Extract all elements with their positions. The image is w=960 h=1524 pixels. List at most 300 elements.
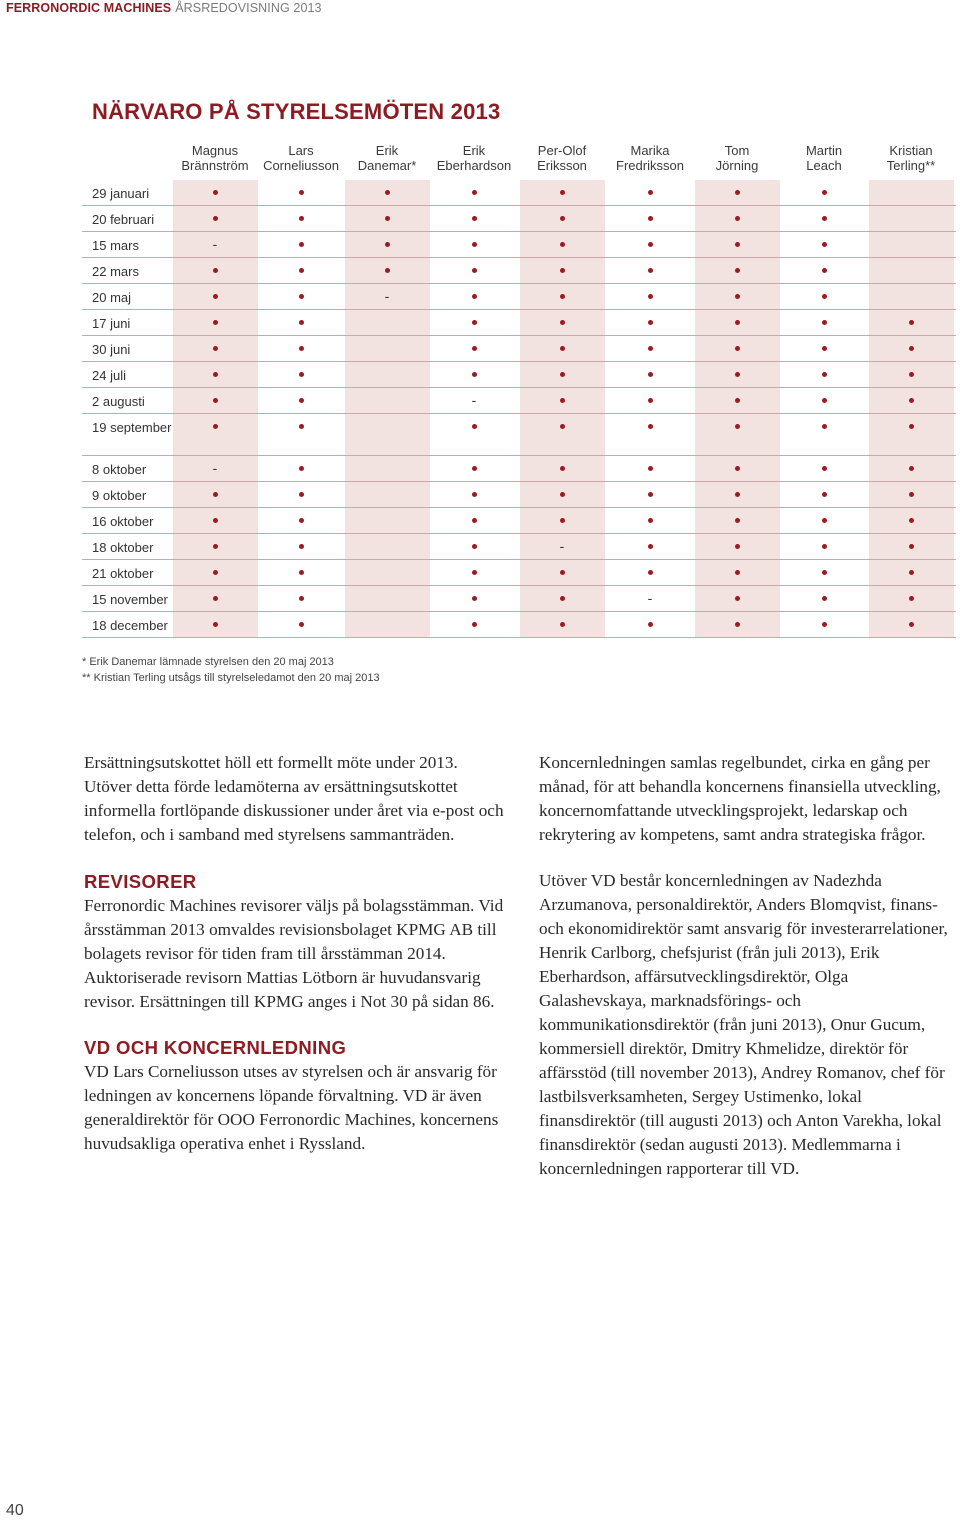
attendance-cell: [520, 336, 605, 361]
attendance-cell: [173, 180, 258, 205]
present-dot-icon: [213, 570, 218, 575]
attendance-cell: [869, 180, 954, 205]
present-dot-icon: [213, 268, 218, 273]
present-dot-icon: [299, 398, 304, 403]
attendance-cell: [432, 362, 517, 387]
attendance-cell: [259, 456, 344, 481]
attendance-cell: [345, 258, 430, 283]
member-header: [165, 143, 265, 173]
attendance-cell: [695, 258, 780, 283]
present-dot-icon: [648, 424, 653, 429]
present-dot-icon: [822, 190, 827, 195]
left-text-column: [84, 751, 504, 1156]
attendance-cell: [432, 508, 517, 533]
present-dot-icon: [299, 320, 304, 325]
attendance-cell: [869, 508, 954, 533]
present-dot-icon: [735, 518, 740, 523]
attendance-cell: [695, 586, 780, 611]
present-dot-icon: [472, 622, 477, 627]
attendance-cell: [173, 456, 258, 481]
attendance-cell: [869, 586, 954, 611]
attendance-cell: [695, 508, 780, 533]
attendance-cell: [259, 336, 344, 361]
member-last-name: Terling**: [886, 158, 936, 173]
attendance-cell: [695, 232, 780, 257]
member-last-name: Fredriksson: [616, 158, 684, 173]
attendance-cell: [432, 310, 517, 335]
member-last-name: Eriksson: [537, 158, 587, 173]
present-dot-icon: [213, 622, 218, 627]
attendance-cell: [173, 586, 258, 611]
attendance-cell: [782, 388, 867, 413]
meeting-date: 15 mars: [92, 238, 139, 253]
right-text-column: [539, 751, 951, 1181]
attendance-cell: [869, 560, 954, 585]
attendance-cell: [345, 232, 430, 257]
section-title: NÄRVARO PÅ STYRELSEMÖTEN 2013: [92, 99, 501, 124]
attendance-cell: [608, 388, 693, 413]
attendance-cell: [695, 336, 780, 361]
attendance-cell: [173, 362, 258, 387]
attendance-cell: [608, 560, 693, 585]
meeting-date: 18 oktober: [92, 540, 154, 555]
attendance-cell: [520, 456, 605, 481]
present-dot-icon: [822, 346, 827, 351]
meeting-date: 19 september: [92, 420, 172, 435]
present-dot-icon: [909, 492, 914, 497]
attendance-row: [82, 336, 956, 362]
attendance-cell: [520, 534, 605, 559]
member-first-name: Tom: [724, 143, 750, 158]
management-meetings-paragraph: Koncernledningen samlas regelbundet, cirka en gång per månad, för att behandla koncernens finansiella utveckling, koncernomfattande utvecklingsprojekt, ledarskap och rekrytering av kompetens, samt andra strategiska frågor.: [539, 753, 941, 844]
present-dot-icon: [472, 518, 477, 523]
member-header: [512, 143, 612, 173]
present-dot-icon: [909, 346, 914, 351]
attendance-row: [82, 258, 956, 284]
present-dot-icon: [909, 320, 914, 325]
attendance-table: [82, 140, 956, 638]
attendance-cell: [345, 336, 430, 361]
attendance-cell: [608, 232, 693, 257]
meeting-date: 18 december: [92, 618, 168, 633]
member-first-name: Kristian: [889, 143, 933, 158]
absent-mark: -: [471, 392, 477, 408]
present-dot-icon: [560, 398, 565, 403]
attendance-cell: [520, 206, 605, 231]
attendance-cell: [520, 232, 605, 257]
present-dot-icon: [213, 424, 218, 429]
attendance-cell: [432, 284, 517, 309]
present-dot-icon: [385, 242, 390, 247]
attendance-cell: [520, 482, 605, 507]
present-dot-icon: [909, 570, 914, 575]
present-dot-icon: [560, 216, 565, 221]
attendance-cell: [173, 508, 258, 533]
present-dot-icon: [909, 466, 914, 471]
present-dot-icon: [822, 268, 827, 273]
attendance-cell: [782, 482, 867, 507]
attendance-cell: [520, 508, 605, 533]
attendance-cell: [695, 534, 780, 559]
attendance-cell: [520, 310, 605, 335]
attendance-cell: [608, 586, 693, 611]
present-dot-icon: [560, 622, 565, 627]
attendance-cell: [695, 284, 780, 309]
present-dot-icon: [648, 372, 653, 377]
present-dot-icon: [822, 216, 827, 221]
attendance-cell: [259, 482, 344, 507]
member-last-name: Brännström: [181, 158, 249, 173]
attendance-row: [82, 232, 956, 258]
attendance-cell: [259, 284, 344, 309]
meeting-date: 22 mars: [92, 264, 139, 279]
present-dot-icon: [213, 294, 218, 299]
attendance-cell: [432, 258, 517, 283]
present-dot-icon: [735, 544, 740, 549]
meeting-date: 17 juni: [92, 316, 131, 331]
present-dot-icon: [735, 346, 740, 351]
present-dot-icon: [213, 398, 218, 403]
attendance-cell: [432, 586, 517, 611]
attendance-header-row: [82, 140, 956, 180]
attendance-cell: [695, 414, 780, 455]
attendance-cell: [345, 560, 430, 585]
present-dot-icon: [560, 492, 565, 497]
attendance-row: [82, 482, 956, 508]
present-dot-icon: [299, 242, 304, 247]
present-dot-icon: [560, 294, 565, 299]
present-dot-icon: [822, 518, 827, 523]
attendance-cell: [608, 612, 693, 637]
attendance-cell: [173, 206, 258, 231]
present-dot-icon: [472, 294, 477, 299]
attendance-cell: [869, 388, 954, 413]
present-dot-icon: [299, 424, 304, 429]
member-last-name: Danemar*: [357, 158, 417, 173]
present-dot-icon: [560, 190, 565, 195]
attendance-cell: [173, 414, 258, 455]
present-dot-icon: [822, 466, 827, 471]
attendance-cell: [695, 482, 780, 507]
present-dot-icon: [648, 518, 653, 523]
page-number: 40: [6, 1502, 24, 1519]
present-dot-icon: [299, 466, 304, 471]
present-dot-icon: [213, 518, 218, 523]
attendance-cell: [345, 284, 430, 309]
attendance-cell: [782, 414, 867, 455]
present-dot-icon: [822, 570, 827, 575]
attendance-cell: [608, 336, 693, 361]
attendance-cell: [695, 180, 780, 205]
member-first-name: Marika: [630, 143, 670, 158]
present-dot-icon: [648, 320, 653, 325]
attendance-cell: [345, 482, 430, 507]
present-dot-icon: [735, 492, 740, 497]
running-head-subtitle: ÅRSREDOVISNING 2013: [175, 1, 322, 15]
absent-mark: -: [212, 460, 218, 476]
attendance-cell: [432, 180, 517, 205]
attendance-cell: [432, 456, 517, 481]
present-dot-icon: [472, 346, 477, 351]
present-dot-icon: [648, 466, 653, 471]
present-dot-icon: [560, 372, 565, 377]
present-dot-icon: [735, 424, 740, 429]
attendance-cell: [695, 310, 780, 335]
attendance-cell: [520, 414, 605, 455]
attendance-cell: [432, 414, 517, 455]
attendance-row: [82, 284, 956, 310]
present-dot-icon: [735, 372, 740, 377]
attendance-cell: [432, 388, 517, 413]
attendance-cell: [782, 612, 867, 637]
attendance-cell: [345, 456, 430, 481]
present-dot-icon: [472, 268, 477, 273]
attendance-cell: [259, 508, 344, 533]
meeting-date: 15 november: [92, 592, 168, 607]
attendance-cell: [782, 362, 867, 387]
attendance-cell: [608, 284, 693, 309]
revisorer-heading: REVISORER: [84, 871, 197, 892]
member-last-name: Corneliusson: [263, 158, 339, 173]
present-dot-icon: [560, 596, 565, 601]
attendance-cell: [869, 232, 954, 257]
meeting-date: 2 augusti: [92, 394, 145, 409]
present-dot-icon: [299, 346, 304, 351]
present-dot-icon: [735, 190, 740, 195]
present-dot-icon: [213, 492, 218, 497]
present-dot-icon: [299, 544, 304, 549]
attendance-cell: [259, 414, 344, 455]
present-dot-icon: [735, 466, 740, 471]
attendance-cell: [695, 206, 780, 231]
attendance-cell: [173, 612, 258, 637]
present-dot-icon: [299, 596, 304, 601]
running-head-brand: FERRONORDIC MACHINES: [6, 1, 172, 15]
attendance-row: [82, 456, 956, 482]
present-dot-icon: [822, 242, 827, 247]
attendance-cell: [782, 206, 867, 231]
attendance-cell: [173, 388, 258, 413]
present-dot-icon: [909, 544, 914, 549]
attendance-cell: [869, 284, 954, 309]
present-dot-icon: [822, 596, 827, 601]
member-last-name: Eberhardson: [436, 158, 512, 173]
member-header: [774, 143, 874, 173]
present-dot-icon: [299, 372, 304, 377]
attendance-cell: [259, 206, 344, 231]
attendance-cell: [695, 560, 780, 585]
present-dot-icon: [472, 596, 477, 601]
present-dot-icon: [385, 216, 390, 221]
present-dot-icon: [472, 570, 477, 575]
running-head: [6, 1, 322, 15]
member-header: [251, 143, 351, 173]
present-dot-icon: [648, 398, 653, 403]
attendance-cell: [259, 310, 344, 335]
present-dot-icon: [299, 268, 304, 273]
present-dot-icon: [213, 346, 218, 351]
present-dot-icon: [472, 492, 477, 497]
attendance-cell: [173, 310, 258, 335]
member-first-name: Per-Olof: [537, 143, 587, 158]
attendance-cell: [173, 560, 258, 585]
present-dot-icon: [560, 268, 565, 273]
attendance-cell: [259, 534, 344, 559]
attendance-cell: [608, 180, 693, 205]
present-dot-icon: [909, 424, 914, 429]
attendance-row: [82, 310, 956, 336]
attendance-cell: [869, 336, 954, 361]
attendance-cell: [782, 180, 867, 205]
attendance-cell: [782, 534, 867, 559]
attendance-cell: [173, 482, 258, 507]
present-dot-icon: [385, 268, 390, 273]
attendance-cell: [782, 232, 867, 257]
attendance-row: [82, 508, 956, 534]
member-first-name: Martin: [805, 143, 843, 158]
present-dot-icon: [822, 424, 827, 429]
footnote-terling: ** Kristian Terling utsågs till styrelseledamot den 20 maj 2013: [82, 672, 380, 684]
attendance-row: [82, 414, 956, 456]
present-dot-icon: [299, 518, 304, 523]
present-dot-icon: [299, 190, 304, 195]
present-dot-icon: [213, 216, 218, 221]
present-dot-icon: [648, 268, 653, 273]
attendance-cell: [608, 456, 693, 481]
attendance-cell: [520, 258, 605, 283]
attendance-cell: [520, 612, 605, 637]
present-dot-icon: [735, 570, 740, 575]
attendance-cell: [520, 180, 605, 205]
present-dot-icon: [822, 398, 827, 403]
attendance-cell: [695, 362, 780, 387]
attendance-cell: [432, 560, 517, 585]
attendance-cell: [173, 534, 258, 559]
attendance-cell: [259, 232, 344, 257]
present-dot-icon: [213, 544, 218, 549]
attendance-cell: [345, 414, 430, 455]
remuneration-committee-paragraph: Ersättningsutskottet höll ett formellt möte under 2013. Utöver detta förde ledamöterna av ersättningsutskottet informella fortlöpande diskussioner under året via e-post och telefon, och i samband med styrelsens sammanträden.: [84, 753, 504, 844]
present-dot-icon: [472, 242, 477, 247]
present-dot-icon: [213, 596, 218, 601]
present-dot-icon: [735, 242, 740, 247]
attendance-footnotes: [82, 654, 380, 686]
present-dot-icon: [648, 190, 653, 195]
management-members-paragraph: Utöver VD består koncernledningen av Nadezhda Arzumanova, personaldirektör, Anders Blomqvist, finans- och ekonomidirektör samt ansvarig för investerarrelationer, Henrik Carlborg, chefsjurist (från juli 2013), Erik Eberhardson, affärsutvecklingsdirektör, Olga Galashevskaya, marknadsförings- och kommunikationsdirektör (från juni 2013), Onur Gucum, kommersiell direktör, Dmitry Khmelidze, direktör för affärsstöd (till november 2013), Andrey Romanov, chef för lastbilsverksamheten, Sergey Ustimenko, lokal finansdirektör (till augusti 2013) och Anton Varekha, lokal finansdirektör (sedan augusti 2013). Medlemmarna i koncernledningen rapporterar till VD.: [539, 871, 948, 1178]
present-dot-icon: [213, 372, 218, 377]
present-dot-icon: [735, 596, 740, 601]
present-dot-icon: [299, 294, 304, 299]
meeting-date: 16 oktober: [92, 514, 154, 529]
present-dot-icon: [299, 492, 304, 497]
footnote-danemar: * Erik Danemar lämnade styrelsen den 20 maj 2013: [82, 656, 334, 668]
present-dot-icon: [735, 216, 740, 221]
member-header: [600, 143, 700, 173]
attendance-cell: [782, 560, 867, 585]
present-dot-icon: [472, 320, 477, 325]
attendance-cell: [608, 534, 693, 559]
present-dot-icon: [648, 544, 653, 549]
present-dot-icon: [472, 466, 477, 471]
present-dot-icon: [735, 294, 740, 299]
absent-mark: -: [384, 288, 390, 304]
attendance-row: [82, 586, 956, 612]
present-dot-icon: [560, 570, 565, 575]
present-dot-icon: [560, 242, 565, 247]
present-dot-icon: [560, 518, 565, 523]
attendance-cell: [432, 534, 517, 559]
attendance-cell: [432, 482, 517, 507]
attendance-cell: [173, 284, 258, 309]
present-dot-icon: [560, 346, 565, 351]
absent-mark: -: [559, 538, 565, 554]
attendance-row: [82, 362, 956, 388]
attendance-cell: [345, 310, 430, 335]
attendance-cell: [608, 482, 693, 507]
member-first-name: Lars: [288, 143, 314, 158]
attendance-cell: [869, 456, 954, 481]
attendance-cell: [608, 414, 693, 455]
present-dot-icon: [560, 424, 565, 429]
attendance-cell: [869, 534, 954, 559]
attendance-cell: [608, 258, 693, 283]
present-dot-icon: [213, 320, 218, 325]
meeting-date: 29 januari: [92, 186, 150, 201]
attendance-cell: [345, 362, 430, 387]
attendance-cell: [695, 388, 780, 413]
meeting-date: 21 oktober: [92, 566, 154, 581]
attendance-cell: [259, 180, 344, 205]
member-header: [687, 143, 787, 173]
present-dot-icon: [648, 492, 653, 497]
absent-mark: -: [212, 236, 218, 252]
attendance-cell: [782, 586, 867, 611]
present-dot-icon: [822, 320, 827, 325]
meeting-date: 8 oktober: [92, 462, 147, 477]
attendance-cell: [869, 612, 954, 637]
member-header: [424, 143, 524, 173]
attendance-cell: [345, 388, 430, 413]
vd-heading: VD OCH KONCERNLEDNING: [84, 1037, 347, 1058]
attendance-cell: [173, 258, 258, 283]
attendance-cell: [173, 336, 258, 361]
present-dot-icon: [648, 216, 653, 221]
present-dot-icon: [299, 570, 304, 575]
attendance-cell: [345, 180, 430, 205]
attendance-cell: [782, 456, 867, 481]
attendance-cell: [608, 508, 693, 533]
present-dot-icon: [648, 294, 653, 299]
member-last-name: Leach: [806, 158, 842, 173]
attendance-cell: [608, 206, 693, 231]
present-dot-icon: [648, 570, 653, 575]
attendance-cell: [432, 336, 517, 361]
present-dot-icon: [648, 622, 653, 627]
vd-paragraph: VD Lars Corneliusson utses av styrelsen och är ansvarig för ledningen av koncernens löpande förvaltning. VD är även generaldirektör för OOO Ferronordic Machines, koncernens huvudsakliga operativa enhet i Ryssland.: [84, 1062, 499, 1153]
present-dot-icon: [735, 398, 740, 403]
attendance-cell: [259, 612, 344, 637]
attendance-cell: [259, 560, 344, 585]
present-dot-icon: [909, 622, 914, 627]
attendance-cell: [869, 206, 954, 231]
attendance-cell: [869, 482, 954, 507]
attendance-cell: [782, 284, 867, 309]
member-header: [337, 143, 437, 173]
attendance-cell: [782, 508, 867, 533]
attendance-cell: [869, 258, 954, 283]
present-dot-icon: [472, 216, 477, 221]
attendance-cell: [259, 258, 344, 283]
